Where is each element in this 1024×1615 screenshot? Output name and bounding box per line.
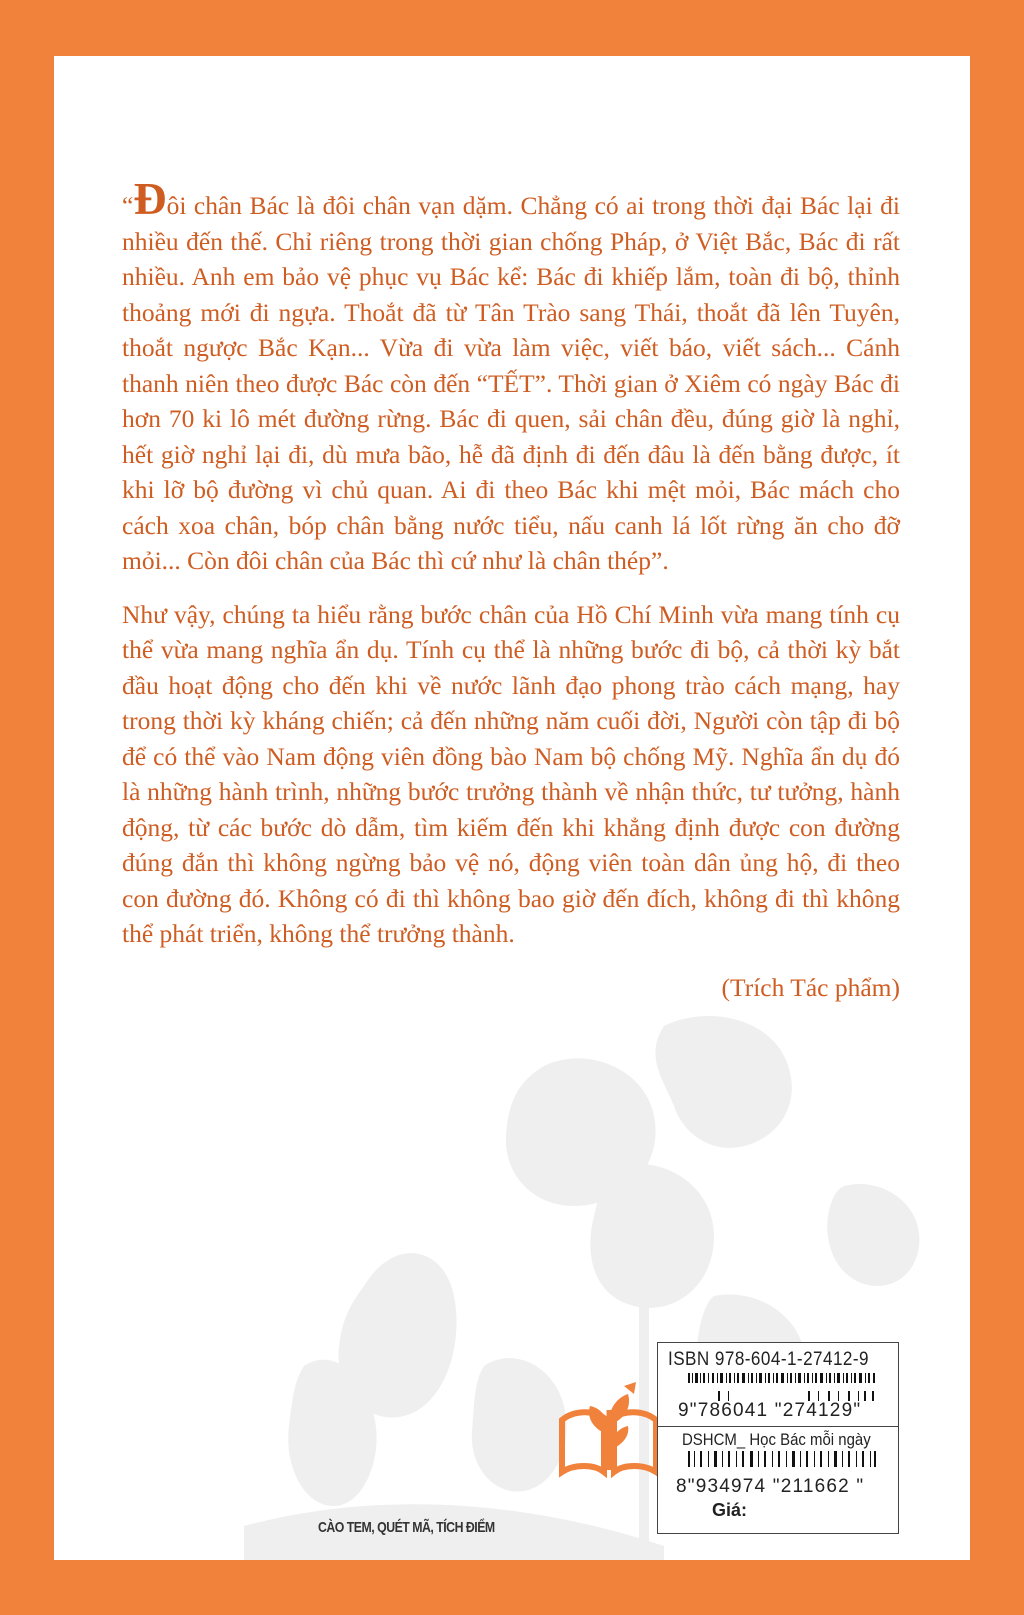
price-label: Giá: — [712, 1500, 748, 1520]
source-citation: (Trích Tác phẩm) — [721, 972, 900, 1002]
body-paragraph: Như vậy, chúng ta hiểu rằng bước chân của Hồ Chí Minh vừa mang tính cụ thể vừa mang nghĩa ẩn dụ. Tính cụ thể là những bước đi bộ, cả thời kỳ bắt đầu hoạt động cho đến khi về nước lãnh đạo phong trào cách mạng, hay trong thời kỳ kháng chiến; cả đến những năm cuối đời, Người còn tập đi bộ để có thể vào Nam động viên đồng bào Nam bộ chống Mỹ. Nghĩa ẩn dụ đó là những hành trình, những bước trưởng thành về nhận thức, tư tưởng, hành động, từ các bước dò dẫm, tìm kiếm đến khi khẳng định được con đường đúng đắn thì không ngừng bảo vệ nó, động viên toàn dân ủng hộ, đi theo con đường đó. Không có đi thì không bao giờ đến đích, không đi thì không thể phát triển, không thể trưởng thành. — [122, 599, 900, 948]
back-cover — [54, 56, 970, 1560]
drop-cap: Đ — [133, 173, 167, 224]
promo-text: CÀO TEM, QUÉT MÃ, TÍCH ĐIỂM — [318, 1519, 495, 1536]
barcode-label — [657, 1342, 899, 1534]
barcode-divider — [658, 1426, 898, 1427]
isbn-text: ISBN 978-604-1-27412-9 — [668, 1349, 869, 1370]
isbn-digits: 9"786041 "274129" — [678, 1400, 862, 1421]
back-cover-text — [122, 173, 900, 1005]
quote-body: ôi chân Bác là đôi chân vạn dặm. Chẳng có ai trong thời đại Bác lại đi nhiều đến thế. Chỉ riêng trong thời gian chống Pháp, ở Việt Bắc, Bác đi rất nhiều. Anh em bảo vệ phục vụ Bác kể: Bác đi khiếp lắm, toàn đi bộ, thỉnh thoảng mới đi ngựa. Thoắt đã từ Tân Trào sang Thái, thoắt đã lên Tuyên, thoắt ngược Bắc Kạn... Vừa đi vừa làm việc, viết báo, viết sách... Cánh thanh niên theo được Bác còn đến “TẾT”. Thời gian ở Xiêm có ngày Bác đi hơn 70 ki lô mét đường rừng. Bác đi quen, sải chân đều, đúng giờ là nghỉ, hết giờ nghỉ lại đi, dù mưa bão, hễ đã định đi đến đâu là đến bằng được, ít khi lỡ bộ đường vì chủ quan. Ai đi theo Bác khi mệt mỏi, Bác mách cho cách xoa chân, bóp chân bằng nước tiểu, nấu canh lá lốt rừng ăn cho đỡ mỏi... Còn đôi chân của Bác thì cứ như là chân thép”. — [122, 191, 900, 575]
product-digits: 8"934974 "211662 " — [676, 1476, 865, 1497]
quote-open-mark: “ — [122, 191, 134, 220]
quote-paragraph — [122, 173, 900, 579]
book-plant-logo-icon — [554, 1380, 664, 1478]
product-barcode — [688, 1451, 878, 1467]
isbn-barcode — [688, 1373, 878, 1401]
series-name: DSHCM_ Học Bác mỗi ngày — [682, 1430, 871, 1449]
